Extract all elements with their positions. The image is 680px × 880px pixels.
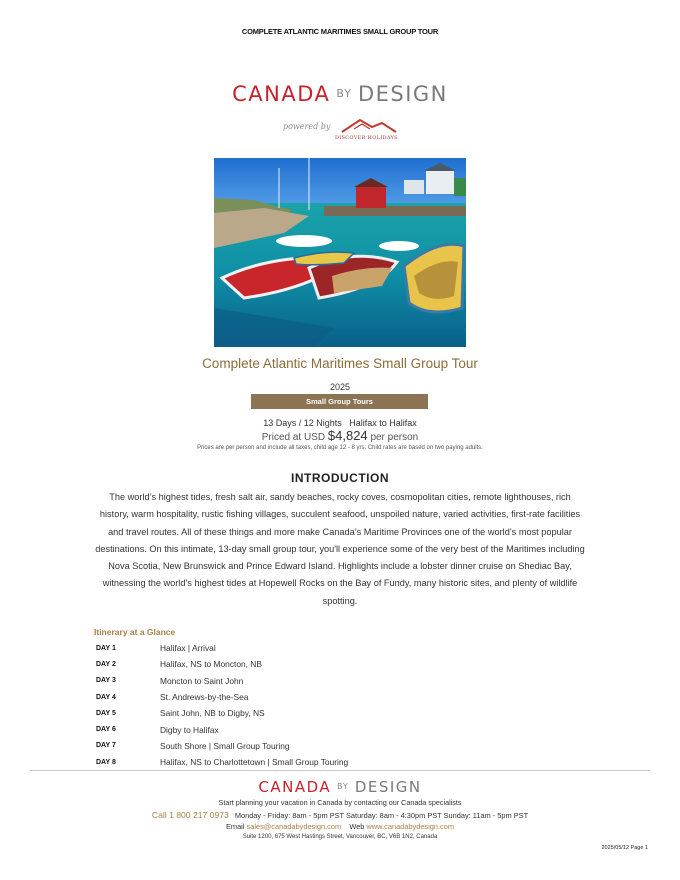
tour-duration-route (0, 418, 680, 428)
itinerary-heading: Itinerary at a Glance (94, 627, 176, 637)
itinerary-day: DAY 2 (96, 660, 116, 668)
tour-duration: 13 Days / 12 Nights (263, 418, 342, 428)
price-suffix: per person (370, 432, 419, 443)
itinerary-row (96, 738, 556, 754)
itinerary-row (96, 721, 556, 737)
tour-title: Complete Atlantic Maritimes Small Group Tour (202, 356, 478, 371)
powered-by-text: powered by (283, 122, 331, 131)
footer-email-web (0, 822, 680, 831)
tour-category-badge: Small Group Tours (251, 394, 428, 409)
itinerary-title: St. Andrews-by-the-Sea (160, 692, 249, 703)
canada-by-design-logo (0, 82, 680, 106)
itinerary-row (96, 689, 556, 705)
itinerary-row (96, 656, 556, 672)
footer-email-link[interactable]: sales@canadabydesign.com (246, 822, 342, 831)
price-prefix: Priced at USD (261, 432, 326, 443)
footer-logo-by: BY (337, 782, 349, 792)
footer-contact-hours (0, 810, 680, 820)
itinerary-day: DAY 5 (96, 709, 116, 717)
footer-logo-canada: CANADA (258, 778, 332, 796)
footer-divider (30, 770, 650, 771)
footer-web-link[interactable]: www.canadabydesign.com (366, 822, 455, 831)
tour-route: Halifax to Halifax (349, 418, 417, 428)
logo-design: DESIGN (357, 82, 448, 106)
tour-year: 2025 (329, 382, 351, 392)
footer-phone-link[interactable]: Call 1 800 217 0973 (151, 810, 229, 820)
itinerary-list (96, 640, 556, 770)
itinerary-title: Moncton to Saint John (160, 675, 244, 686)
itinerary-title: Saint John, NB to Digby, NS (160, 708, 265, 719)
footer-address: Suite 1200, 675 West Hastings Street, Vancouver, BC, V6B 1N2, Canada (242, 834, 438, 840)
price-disclaimer: Prices are per person and include all taxes, child age 12 - 8 yrs. Child rates are based on two paying adults. (197, 445, 483, 451)
itinerary-row (96, 754, 556, 770)
price-amount: $4,824 (327, 428, 368, 443)
powered-brand: DISCOVER HOLIDAYS (335, 135, 398, 141)
itinerary-day: DAY 1 (96, 644, 116, 652)
powered-by-logo (283, 117, 403, 147)
footer-tagline: Start planning your vacation in Canada by contacting our Canada specialists (218, 798, 462, 807)
harbour-boats-photo (214, 158, 466, 347)
itinerary-day: DAY 8 (96, 758, 116, 766)
itinerary-day: DAY 6 (96, 726, 116, 734)
document-header-title: COMPLETE ATLANTIC MARITIMES SMALL GROUP TOUR (241, 27, 439, 36)
itinerary-title: Digby to Halifax (160, 724, 219, 735)
logo-canada: CANADA (232, 82, 331, 106)
footer-logo (0, 778, 680, 796)
footer-web-label: Web (349, 822, 365, 831)
introduction-heading: INTRODUCTION (291, 471, 389, 485)
discover-holidays-mark-icon (338, 117, 398, 135)
logo-by: BY (336, 87, 352, 101)
itinerary-row (96, 705, 556, 721)
itinerary-day: DAY 3 (96, 677, 116, 685)
page-date-number: 2025/05/12 Page 1 (601, 845, 648, 851)
itinerary-title: Halifax, NS to Charlottetown | Small Group Touring (160, 757, 349, 768)
introduction-body: The world’s highest tides, fresh salt air, sandy beaches, rocky coves, cosmopolitan cities, remote lighthouses, rich history, warm hospitality, rustic fishing villages, succulent seafood, unspoiled nature, varied activities, first-rate facilities and travel routes. All of these things and more make Canada’s Maritime Provinces one of the world’s most popular destinations. On this intimate, 13-day small group tour, you'll experience some of the very best of the Maritimes including Nova Scotia, New Brunswick and Prince Edward Island. Highlights include a lobster dinner cruise on Shediac Bay, witnessing the world’s highest tides at Hopewell Rocks on the Bay of Fundy, many historic sites, and plenty of wildlife spotting. (95, 492, 585, 606)
tour-price (0, 428, 680, 443)
footer-logo-design: DESIGN (354, 778, 422, 796)
itinerary-title: Halifax | Arrival (160, 643, 216, 654)
footer-hours: Monday - Friday: 8am - 5pm PST Saturday: 8am - 4:30pm PST Sunday: 11am - 5pm PST (234, 811, 529, 820)
footer-email-label: Email (225, 822, 245, 831)
itinerary-title: Halifax, NS to Moncton, NB (160, 659, 262, 670)
itinerary-day: DAY 7 (96, 742, 116, 750)
itinerary-day: DAY 4 (96, 693, 116, 701)
itinerary-row (96, 640, 556, 656)
itinerary-title: South Shore | Small Group Touring (160, 740, 290, 751)
itinerary-row (96, 673, 556, 689)
